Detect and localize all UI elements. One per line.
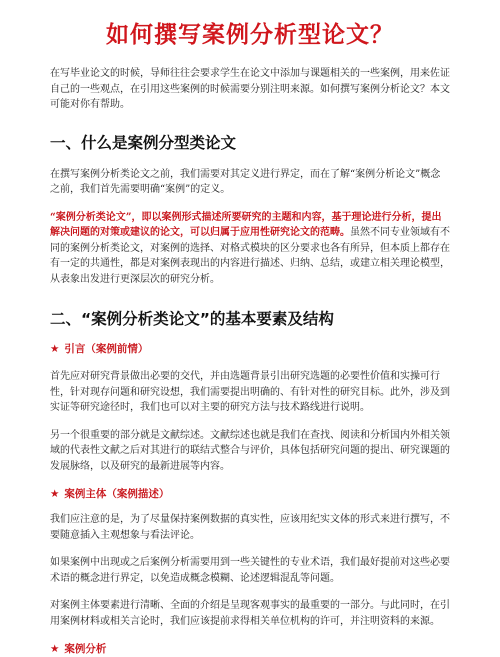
intro-section-paragraph-1: 首先应对研究背景做出必要的交代，并由选题背景引出研究选题的必要性价值和实操可行性，针对现存问题和研究设想，我们需要提出明确的、有针对性的研究目标。此外，涉及到实证等研究途径时，我们也可以对主要的研究方法与技术路线进行说明。 <box>50 371 450 413</box>
subsection-intro-label: 引言（案例前情） <box>64 343 149 355</box>
page-title: 如何撰写案例分析型论文？ <box>106 22 394 48</box>
intro-paragraph: 在写毕业论文的时候，导师往往会要求学生在论文中添加与课题相关的一些案例，用来佐证自己的一些观点，在引用这些案例的时候需要分别注明来源。如何撰写案例分析论文？本文可能对你有帮助。 <box>50 68 450 110</box>
subsection-body-label: 案例主体（案例描述） <box>64 488 170 500</box>
section-1-heading: 一、什么是案例分型类论文 <box>50 133 237 152</box>
subsection-intro-heading <box>50 341 450 357</box>
section-1-paragraph-2 <box>50 210 450 288</box>
definition-highlight: “案例分析类论文”，即以案例形式描述所要研究的主题和内容，基于理论进行分析，提出解决问题的对策或建议的论文，可以归属于应用性研究论文的范畴。 <box>50 211 442 238</box>
body-section-paragraph-1: 我们应注意的是，为了尽量保持案例数据的真实性，应该用纪实文体的形式来进行撰写，不要随意插入主观想象与看法评论。 <box>50 514 450 541</box>
intro-section-paragraph-2: 另一个很重要的部分就是文献综述。文献综述也就是我们在查找、阅读和分析国内外相关领域的代表性文献之后对其进行的联结式整合与评价，具体包括研究问题的提出、研究课题的发展脉络，以及研究的最新进展等内容。 <box>50 429 450 472</box>
subsection-analysis-label: 案例分析 <box>64 643 107 655</box>
subsection-analysis-heading <box>50 641 450 657</box>
section-1-paragraph-1: 在撰写案例分析类论文之前，我们需要对其定义进行界定，而在了解“案例分析论文”概念之前，我们首先需要明确“案例”的定义。 <box>50 168 441 195</box>
star-icon: ★ <box>50 488 60 500</box>
body-section-paragraph-3: 对案例主体要素进行清晰、全面的介绍是呈现客观事实的最重要的一部分。与此同时，在引用案例材料或相关言论时，我们应该提前求得相关单位机构的许可，并注明资料的来源。 <box>50 600 450 627</box>
section-2-heading: 二、“案例分析类论文”的基本要素及结构 <box>50 310 334 328</box>
star-icon: ★ <box>50 643 60 655</box>
subsection-body-heading <box>50 486 450 502</box>
star-icon: ★ <box>50 343 60 355</box>
body-section-paragraph-2: 如果案例中出现或之后案例分析需要用到一些关键性的专业术语，我们最好提前对这些必要术语的概念进行界定，以免造成概念模糊、论述逻辑混乱等问题。 <box>50 557 450 584</box>
definition-continuation: 虽然不同专业领域有不同的案例分析类论文，对案例的选择、对格式模块的区分要求也各有所异，但本质上都存在有一定的共通性，都是对案例表现出的内容进行描述、归纳、总结，或建立相关理论模型，从表象出发进行更深层次的研究分析。 <box>50 227 450 285</box>
